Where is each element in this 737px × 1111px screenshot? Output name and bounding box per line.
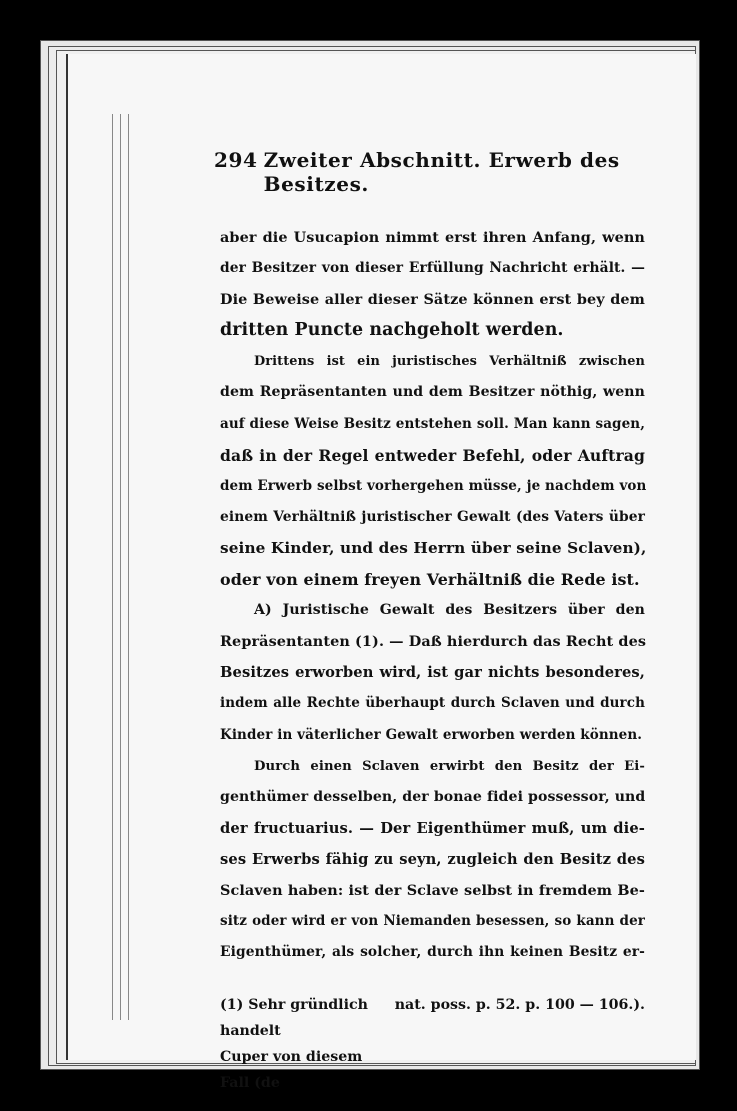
text-line: seine Kinder, und des Herrn über seine Sclaven), xyxy=(220,538,647,557)
text-line: Besitzes erworben wird, ist gar nichts besonderes, xyxy=(220,664,645,682)
text-line: A) Juristische Gewalt des Besitzers über den xyxy=(254,602,645,619)
text-line: Durch einen Sclaven erwirbt den Besitz der Ei- xyxy=(254,758,645,774)
text-line: dritten Puncte nachgeholt werden. xyxy=(220,320,564,341)
page-number: 294 xyxy=(214,148,258,172)
footnote-column-right xyxy=(383,992,645,1096)
text-line: aber die Usucapion nimmt erst ihren Anfang, wenn xyxy=(220,229,645,246)
footnote-line: (1) Sehr gründlich handelt xyxy=(220,997,368,1040)
text-line: oder von einem freyen Verhältniß die Rede ist. xyxy=(220,570,640,590)
footnotes xyxy=(220,992,645,1096)
text-line: auf diese Weise Besitz entstehen soll. Man kann sagen, xyxy=(220,415,645,432)
text-line: der fructuarius. — Der Eigenthümer muß, um die- xyxy=(220,819,645,837)
text-line: dem Repräsentanten und dem Besitzer nöthig, wenn xyxy=(220,384,645,401)
text-line: genthümer desselben, der bonae fidei possessor, und xyxy=(220,788,646,805)
footnote-column-left xyxy=(220,992,383,1096)
page-stack-line xyxy=(112,114,113,1020)
text-line: sitz oder wird er von Niemanden besessen, so kann der xyxy=(220,913,645,930)
text-line: einem Verhältniß juristischer Gewalt (des Vaters über xyxy=(220,508,645,525)
text-line: ses Erwerbs fähig zu seyn, zugleich den Besitz des xyxy=(220,850,645,868)
footnote-line: Cuper von diesem Fall (de xyxy=(220,1049,363,1092)
text-line: der Besitzer von dieser Erfüllung Nachricht erhält. — xyxy=(220,260,645,277)
page-stack-line xyxy=(128,114,129,1020)
text-line: Drittens ist ein juristisches Verhältniß zwischen xyxy=(254,354,645,370)
text-line: dem Erwerb selbst vorhergehen müsse, je nachdem von xyxy=(220,477,647,494)
text-line: Kinder in väterlicher Gewalt erworben werden können. xyxy=(220,726,643,743)
running-head xyxy=(214,148,645,196)
text-block xyxy=(214,148,647,1096)
footnote-line: nat. poss. p. 52. p. 100 — 106.). xyxy=(394,997,645,1014)
text-line: daß in der Regel entweder Befehl, oder Auftrag xyxy=(220,445,645,465)
page-stack-line xyxy=(120,114,121,1020)
text-line: Sclaven haben: ist der Sclave selbst in fremdem Be- xyxy=(220,881,645,899)
running-title: Zweiter Abschnitt. Erwerb des Besitzes. xyxy=(263,148,620,196)
text-line: Eigenthümer, als solcher, durch ihn keinen Besitz er- xyxy=(220,944,645,961)
text-line: Repräsentanten (1). — Daß hierdurch das Recht des xyxy=(220,633,647,651)
body-text xyxy=(220,222,645,968)
text-line: Die Beweise aller dieser Sätze können erst bey dem xyxy=(220,291,645,309)
text-line: indem alle Rechte überhaupt durch Sclaven und durch xyxy=(220,695,645,712)
